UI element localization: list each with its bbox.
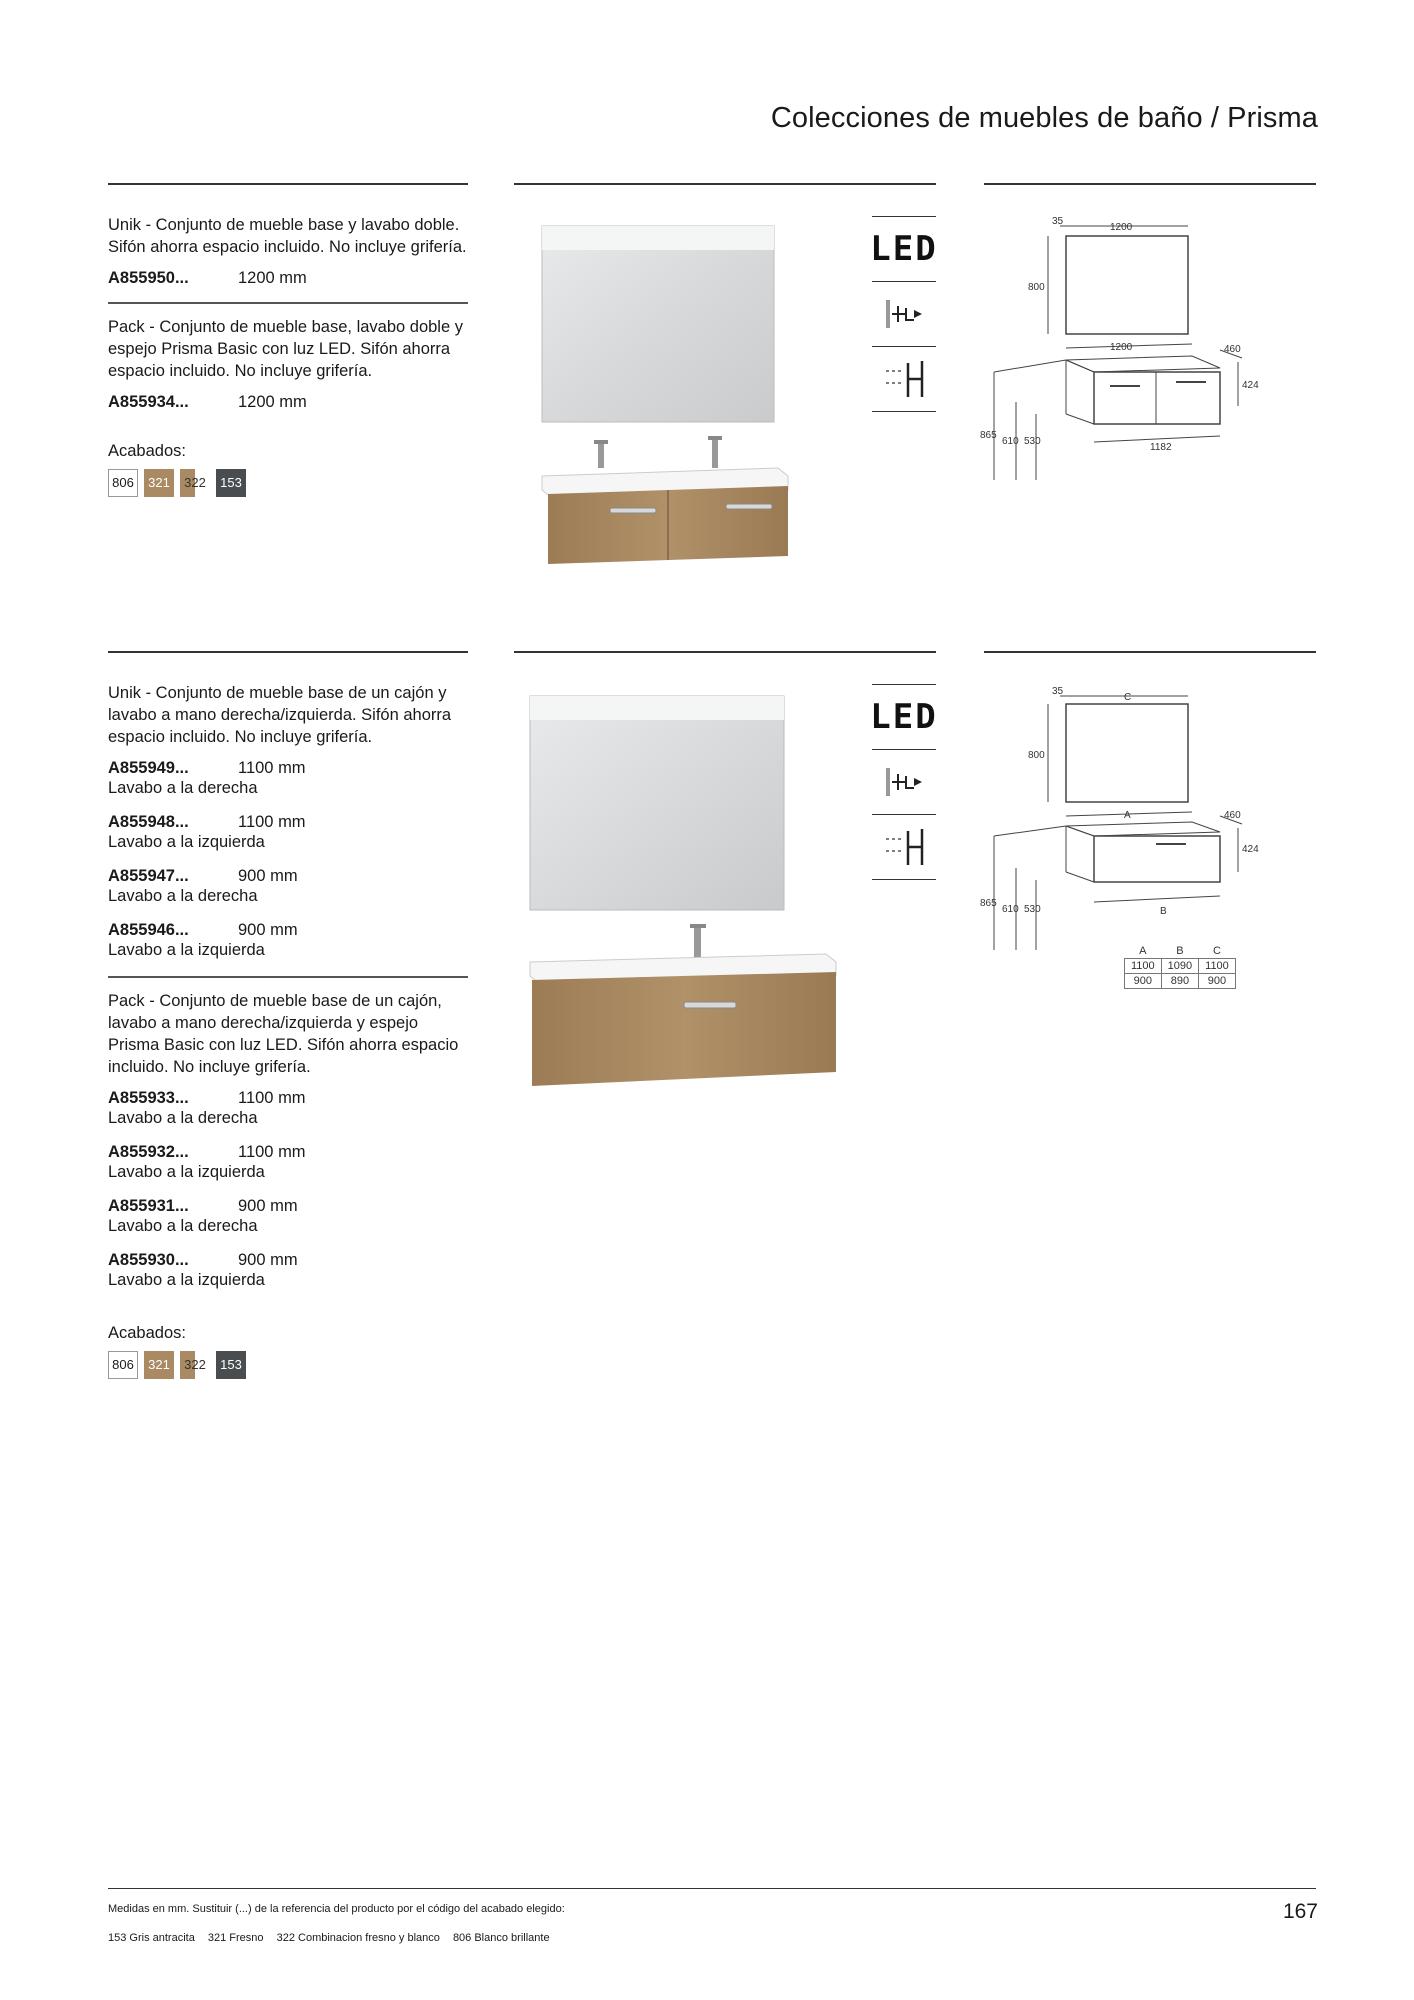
wall-mount-icon [872, 281, 936, 346]
product-description: Pack - Conjunto de mueble base, lavabo doble y espejo Prisma Basic con luz LED. Sifón ahorra espacio incluido. No incluye grifería. [108, 317, 463, 380]
reference-row [108, 866, 468, 906]
dimension-label: 1182 [1150, 442, 1172, 453]
legend-item: 806 Blanco brillante [452, 1932, 550, 1944]
dimension-label: 1200 [1110, 222, 1133, 233]
reference-size: 1100 mm [238, 1088, 306, 1107]
reference-row [108, 392, 468, 412]
reference-row [108, 1196, 468, 1236]
reference-size: 900 mm [238, 921, 298, 939]
reference-size: 1200 mm [238, 392, 307, 411]
dimension-label: 424 [1242, 380, 1259, 391]
divider [514, 183, 936, 185]
reference-side: Lavabo a la derecha [108, 887, 258, 905]
dimension-label: 460 [1224, 344, 1241, 355]
finish-swatch-806: 806 [108, 1351, 138, 1379]
finish-swatch-153: 153 [216, 1351, 246, 1379]
reference-code: A855948... [108, 813, 189, 831]
reference-size: 900 mm [238, 867, 298, 885]
finish-swatch-321: 321 [144, 1351, 174, 1379]
reference-row [108, 920, 468, 960]
reference-row [108, 758, 468, 798]
reference-size: 1100 mm [238, 759, 306, 777]
siphon-icon [872, 346, 936, 412]
footer-divider [108, 1888, 1316, 1889]
product-section-2 [108, 682, 468, 1379]
finishes-label: Acabados: [108, 1323, 186, 1342]
finish-swatch-153: 153 [216, 469, 246, 497]
dimension-label: 800 [1028, 750, 1045, 761]
finishes-label: Acabados: [108, 441, 186, 460]
table-cell: 900 [1125, 974, 1162, 989]
dimension-label: 35 [1052, 686, 1064, 697]
product-description: Pack - Conjunto de mueble base de un cajón, lavabo a mano derecha/izquierda y espejo Prisma Basic con luz LED. Sifón ahorra espacio incluido. No incluye grifería. [108, 991, 459, 1076]
finish-swatch-322: 322 [180, 1351, 210, 1379]
divider [108, 183, 468, 185]
finish-swatch-806: 806 [108, 469, 138, 497]
product-section-1 [108, 214, 468, 497]
page-number: 167 [1282, 1900, 1318, 1923]
reference-row [108, 268, 468, 288]
reference-size: 1200 mm [238, 269, 307, 287]
divider [108, 302, 468, 304]
product-description: Unik - Conjunto de mueble base de un cajón y lavabo a mano derecha/izquierda. Sifón ahorra espacio incluido. No incluye grifería. [108, 684, 452, 746]
feature-icons [872, 684, 936, 880]
finish-swatches [108, 469, 468, 497]
table-header: B [1176, 945, 1184, 957]
dimension-label: 865 [980, 430, 997, 441]
led-icon: LED [872, 216, 936, 281]
legend-item: 321 Fresno [207, 1932, 264, 1944]
product-photo-double-vanity [538, 222, 838, 612]
siphon-icon [872, 814, 936, 880]
led-icon: LED [872, 684, 936, 749]
divider [514, 651, 936, 653]
reference-side: Lavabo a la izquierda [108, 1162, 265, 1181]
dimension-label: 530 [1024, 904, 1041, 915]
product-description: Unik - Conjunto de mueble base y lavabo doble. Sifón ahorra espacio incluido. No incluye grifería. [108, 216, 467, 256]
table-cell: 890 [1161, 974, 1198, 989]
footer-note: Medidas en mm. Sustituir (...) de la referencia del producto por el código del acabado elegido: [108, 1903, 565, 1915]
dimension-table [1124, 944, 1236, 989]
dimension-label: 1200 [1110, 342, 1133, 353]
wall-mount-icon [872, 749, 936, 814]
finish-swatch-322: 322 [180, 469, 210, 497]
table-cell: 1100 [1125, 959, 1162, 974]
dimension-label: 865 [980, 898, 997, 909]
reference-code: A855934... [108, 392, 189, 411]
legend-item: 153 Gris antracita [108, 1932, 195, 1944]
reference-row [108, 1250, 468, 1290]
dimension-label: 35 [1052, 216, 1064, 227]
dimension-label: 460 [1224, 810, 1241, 821]
reference-row [108, 1088, 468, 1128]
divider [984, 651, 1316, 653]
reference-size: 900 mm [238, 1196, 298, 1215]
page-title: Colecciones de muebles de baño / Prisma [770, 102, 1318, 134]
product-photo-single-vanity [526, 692, 846, 1122]
table-cell: 900 [1199, 974, 1236, 989]
reference-code: A855950... [108, 269, 189, 287]
table-header: C [1212, 945, 1221, 957]
technical-drawing-double-vanity [980, 210, 1280, 500]
dimension-label: C [1124, 692, 1132, 703]
reference-side: Lavabo a la izquierda [108, 1270, 265, 1289]
reference-size: 900 mm [238, 1250, 298, 1269]
reference-code: A855932... [108, 1142, 189, 1161]
reference-code: A855933... [108, 1088, 189, 1107]
table-cell: 1100 [1199, 959, 1236, 974]
dimension-label: 610 [1002, 904, 1019, 915]
divider [108, 976, 468, 978]
reference-code: A855931... [108, 1196, 189, 1215]
dimension-label: 424 [1242, 844, 1259, 855]
reference-row [108, 812, 468, 852]
dimension-label: B [1160, 906, 1167, 917]
dimension-label: A [1124, 810, 1131, 821]
table-row [1125, 959, 1236, 974]
reference-code: A855946... [108, 921, 189, 939]
finish-legend [108, 1932, 560, 1944]
dimension-label: 610 [1002, 436, 1019, 447]
dimension-label: 800 [1028, 282, 1045, 293]
finish-swatch-321: 321 [144, 469, 174, 497]
technical-drawing-single-vanity [980, 680, 1280, 970]
reference-side: Lavabo a la derecha [108, 779, 258, 797]
reference-side: Lavabo a la derecha [108, 1216, 258, 1235]
reference-code: A855949... [108, 759, 189, 777]
finish-swatches [108, 1351, 468, 1379]
reference-size: 1100 mm [238, 1142, 306, 1161]
divider [108, 651, 468, 653]
table-cell: 1090 [1161, 959, 1198, 974]
reference-code: A855947... [108, 867, 189, 885]
feature-icons [872, 216, 936, 412]
divider [984, 183, 1316, 185]
reference-side: Lavabo a la derecha [108, 1108, 258, 1127]
reference-code: A855930... [108, 1250, 189, 1269]
reference-side: Lavabo a la izquierda [108, 833, 265, 851]
reference-size: 1100 mm [238, 813, 306, 831]
reference-row [108, 1142, 468, 1182]
table-header: A [1139, 945, 1147, 957]
reference-side: Lavabo a la izquierda [108, 941, 265, 959]
dimension-label: 530 [1024, 436, 1041, 447]
table-row [1125, 974, 1236, 989]
legend-item: 322 Combinacion fresno y blanco [276, 1932, 440, 1944]
